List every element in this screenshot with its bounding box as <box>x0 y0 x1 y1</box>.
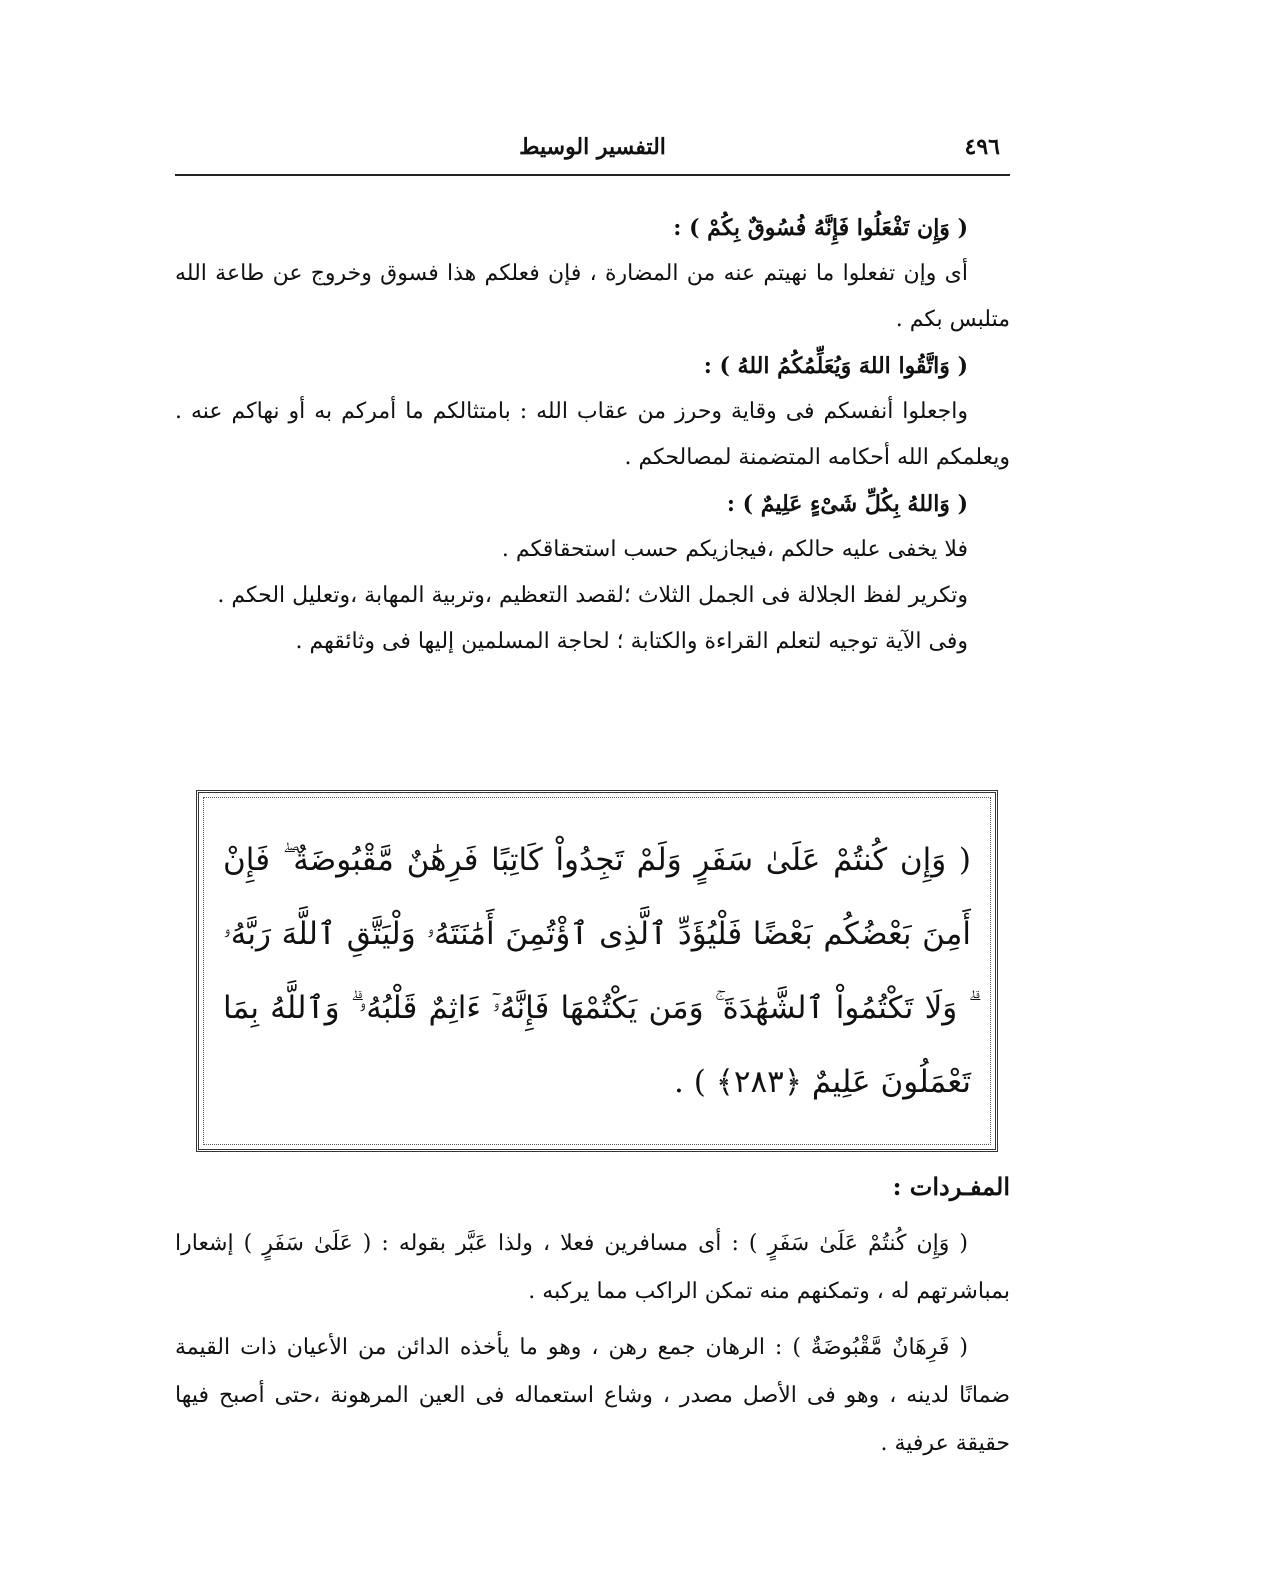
quran-verse-frame <box>196 790 998 1152</box>
vocabulary-item: ( وَإِن كُنتُمْ عَلَىٰ سَفَرٍ ) : أى مسافرين فعلا ، ولذا عَبَّر بقوله : ( عَلَىٰ سَفَرٍ ) إشعارا بمباشرتهم له ، وتمكنهم منه تمكن الراكب مما يركبه . <box>175 1231 1010 1304</box>
vocabulary-section <box>175 1220 1010 1476</box>
paragraph: فلا يخفى عليه حالكم ،فيجازيكم حسب استحقاقكم . <box>501 537 968 562</box>
commentary-text <box>175 205 1010 665</box>
vocabulary-item: ( فَرِهَانٌ مَّقْبُوضَةٌ ) : الرهان جمع رهن ، وهو ما يأخذه الدائن من الأعيان ذات القيمة ضمانًا لدينه ، وهو فى الأصل مصدر ، وشاع استعماله فى العين المرهونة ،حتى أصبح فيها حقيقة عرفية . <box>175 1335 1010 1456</box>
verse-citation: ( وَإِن تَفْعَلُوا فَإِنَّهُ فُسُوقٌ بِكُمْ ) : <box>673 215 968 241</box>
page-number: ٤٩٦ <box>964 134 1000 160</box>
paragraph: وفى الآية توجيه لتعلم القراءة والكتابة ؛ لحاجة المسلمين إليها فى وثائقهم . <box>295 629 968 654</box>
paragraph: أى وإن تفعلوا ما نهيتم عنه من المضارة ، فإن فعلكم هذا فسوق وخروج عن طاعة الله متلبس بكم . <box>175 261 1010 332</box>
paragraph: وتكرير لفظ الجلالة فى الجمل الثلاث ؛لقصد التعظيم ،وتربية المهابة ،وتعليل الحكم . <box>217 583 968 608</box>
verse-citation: ( وَاتَّقُوا اللهَ وَيُعَلِّمُكُمُ اللهُ ) : <box>703 353 968 379</box>
paragraph: واجعلوا أنفسكم فى وقاية وحرز من عقاب الله : بامتثالكم ما أمركم به أو نهاكم عنه . ويعلمكم الله أحكامه المتضمنة لمصالحكم . <box>175 399 1010 470</box>
quran-verse-text: ( وَإِن كُنتُمْ عَلَىٰ سَفَرٍ وَلَمْ تَجِدُواْ كَاتِبًا فَرِهَٰنٌ مَّقْبُوضَةٌ ۖ فَإِنْ أَمِنَ بَعْضُكُم بَعْضًا فَلْيُؤَدِّ ٱلَّذِى ٱؤْتُمِنَ أَمَٰنَتَهُۥ وَلْيَتَّقِ ٱللَّهَ رَبَّهُۥ ۗ وَلَا تَكْتُمُواْ ٱلشَّهَٰدَةَ ۚ وَمَن يَكْتُمْهَا فَإِنَّهُۥٓ ءَاثِمٌ قَلْبُهُۥ ۗ وَٱللَّهُ بِمَا تَعْمَلُونَ عَلِيمٌ ﴿٢٨٣﴾ ) . <box>223 842 971 1100</box>
page-header <box>175 128 1010 176</box>
running-title: التفسير الوسيط <box>519 134 666 160</box>
verse-citation: ( وَاللهُ بِكُلِّ شَىْءٍ عَلِيمٌ ) : <box>726 491 968 517</box>
vocabulary-heading: المفـردات : <box>892 1172 1010 1201</box>
